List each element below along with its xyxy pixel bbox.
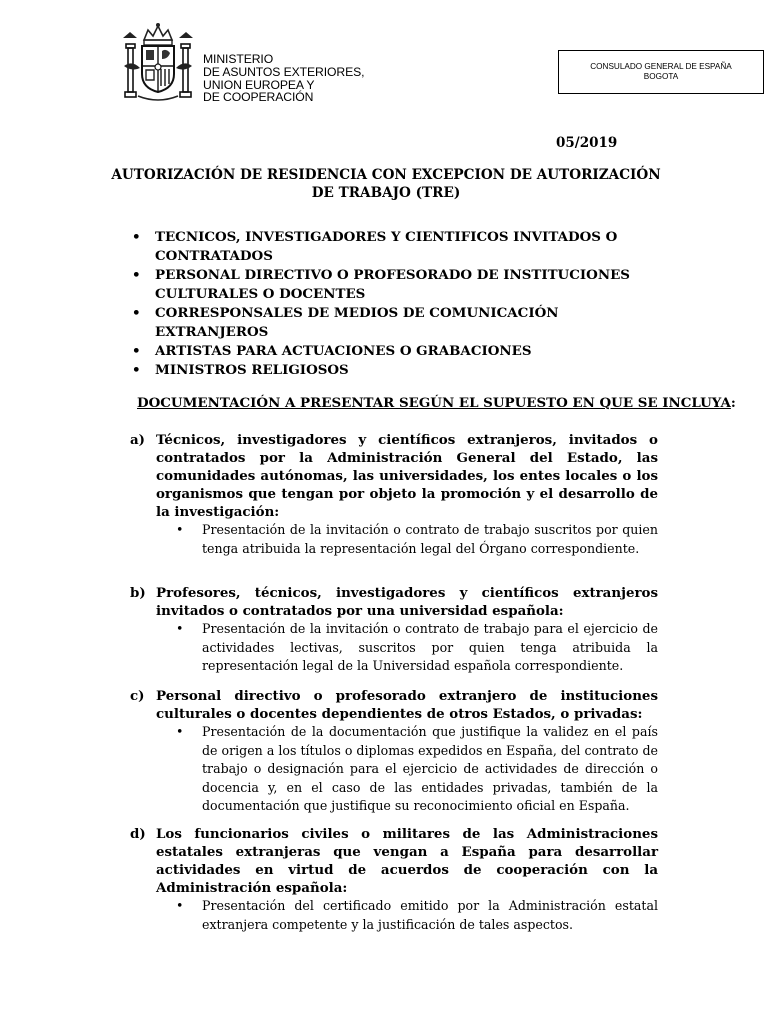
category-item bbox=[130, 266, 670, 304]
category-text: CORRESPONSALES DE MEDIOS DE COMUNICACIÓN EXTRANJEROS bbox=[155, 305, 559, 340]
section-text: Técnicos, investigadores y científicos extranjeros, invitados o contratados por la Administración General del Estado, las comunidades autónomas, las universidades, los entes locales o los organismos que tengan por objeto la promoción y el desarrollo de la investigación: bbox=[156, 432, 658, 520]
requirement-section-a bbox=[130, 431, 658, 558]
documentation-heading bbox=[137, 395, 736, 411]
bullet-icon: • bbox=[176, 621, 184, 636]
consulate-line: BOGOTA bbox=[643, 72, 679, 81]
bullet-icon: • bbox=[132, 305, 141, 321]
section-requirement bbox=[176, 620, 658, 676]
section-header bbox=[130, 687, 658, 723]
ministry-line: MINISTERIO bbox=[203, 52, 274, 66]
bullet-icon: • bbox=[132, 343, 141, 359]
category-text: MINISTROS RELIGIOSOS bbox=[155, 362, 349, 378]
section-letter: d) bbox=[130, 826, 146, 842]
bullet-icon: • bbox=[132, 229, 141, 245]
ministry-name bbox=[203, 53, 373, 104]
section-requirement bbox=[176, 723, 658, 816]
section-header bbox=[130, 825, 658, 897]
section-requirement bbox=[176, 897, 658, 934]
ministry-line: UNION EUROPEA Y bbox=[203, 77, 315, 92]
section-letter: b) bbox=[130, 585, 146, 601]
documentation-heading-colon: : bbox=[730, 395, 736, 411]
requirement-section-b bbox=[130, 584, 658, 676]
section-header bbox=[130, 431, 658, 521]
bullet-icon: • bbox=[176, 898, 184, 913]
category-text: TECNICOS, INVESTIGADORES Y CIENTIFICOS INVITADOS O CONTRATADOS bbox=[155, 229, 618, 264]
requirement-section-d bbox=[130, 825, 658, 934]
requirement-text: Presentación de la invitación o contrato de trabajo suscritos por quien tenga atribuida la representación legal del Órgano correspondiente. bbox=[202, 522, 658, 556]
document-date: 05/2019 bbox=[556, 135, 618, 151]
bullet-icon: • bbox=[176, 522, 184, 537]
bullet-icon: • bbox=[132, 362, 141, 378]
bullet-icon: • bbox=[176, 724, 184, 739]
section-text: Profesores, técnicos, investigadores y científicos extranjeros invitados o contratados por una universidad española: bbox=[156, 585, 658, 619]
requirement-text: Presentación del certificado emitido por la Administración estatal extranjera competente y la justificación de tales aspectos. bbox=[202, 898, 658, 932]
section-text: Personal directivo o profesorado extranjero de instituciones culturales o docentes dependientes de otros Estados, o privadas: bbox=[156, 688, 658, 722]
spain-coat-of-arms-icon bbox=[118, 22, 198, 106]
ministry-line: DE COOPERACIÓN bbox=[203, 90, 314, 105]
category-item bbox=[130, 361, 670, 380]
document-title: AUTORIZACIÓN DE RESIDENCIA CON EXCEPCION DE AUTORIZACIÓN DE TRABAJO (TRE) bbox=[111, 167, 661, 201]
section-header bbox=[130, 584, 658, 620]
bullet-icon: • bbox=[132, 267, 141, 283]
category-text: PERSONAL DIRECTIVO O PROFESORADO DE INSTITUCIONES CULTURALES O DOCENTES bbox=[155, 267, 630, 302]
category-item bbox=[130, 228, 670, 266]
ministry-line: DE ASUNTOS EXTERIORES, bbox=[203, 64, 365, 79]
requirement-section-c bbox=[130, 687, 658, 816]
section-text: Los funcionarios civiles o militares de las Administraciones estatales extranjeras que vengan a España para desarrollar actividades en virtud de acuerdos de cooperación con la Administración española: bbox=[156, 826, 658, 896]
requirement-text: Presentación de la invitación o contrato de trabajo para el ejercicio de actividades lectivas, suscritos por quien tenga atribuida la representación legal de la Universidad española correspondiente. bbox=[202, 621, 658, 674]
category-item bbox=[130, 304, 670, 342]
section-letter: a) bbox=[130, 432, 146, 448]
section-requirement bbox=[176, 521, 658, 558]
consulate-line: CONSULADO GENERAL DE ESPAÑA bbox=[590, 62, 732, 71]
requirement-text: Presentación de la documentación que justifique la validez en el país de origen a los títulos o diplomas expedidos en España, del contrato de trabajo o designación para el ejercicio de actividades de dirección o docencia y, en el caso de las entidades privadas, también de la documentación que justifique su reconocimiento oficial en España. bbox=[202, 724, 658, 814]
section-letter: c) bbox=[130, 688, 145, 704]
documentation-heading-text: DOCUMENTACIÓN A PRESENTAR SEGÚN EL SUPUESTO EN QUE SE INCLUYA bbox=[137, 395, 731, 411]
consulate-box bbox=[558, 50, 764, 94]
category-text: ARTISTAS PARA ACTUACIONES O GRABACIONES bbox=[155, 343, 532, 359]
category-item bbox=[130, 342, 670, 361]
category-list bbox=[130, 228, 670, 380]
